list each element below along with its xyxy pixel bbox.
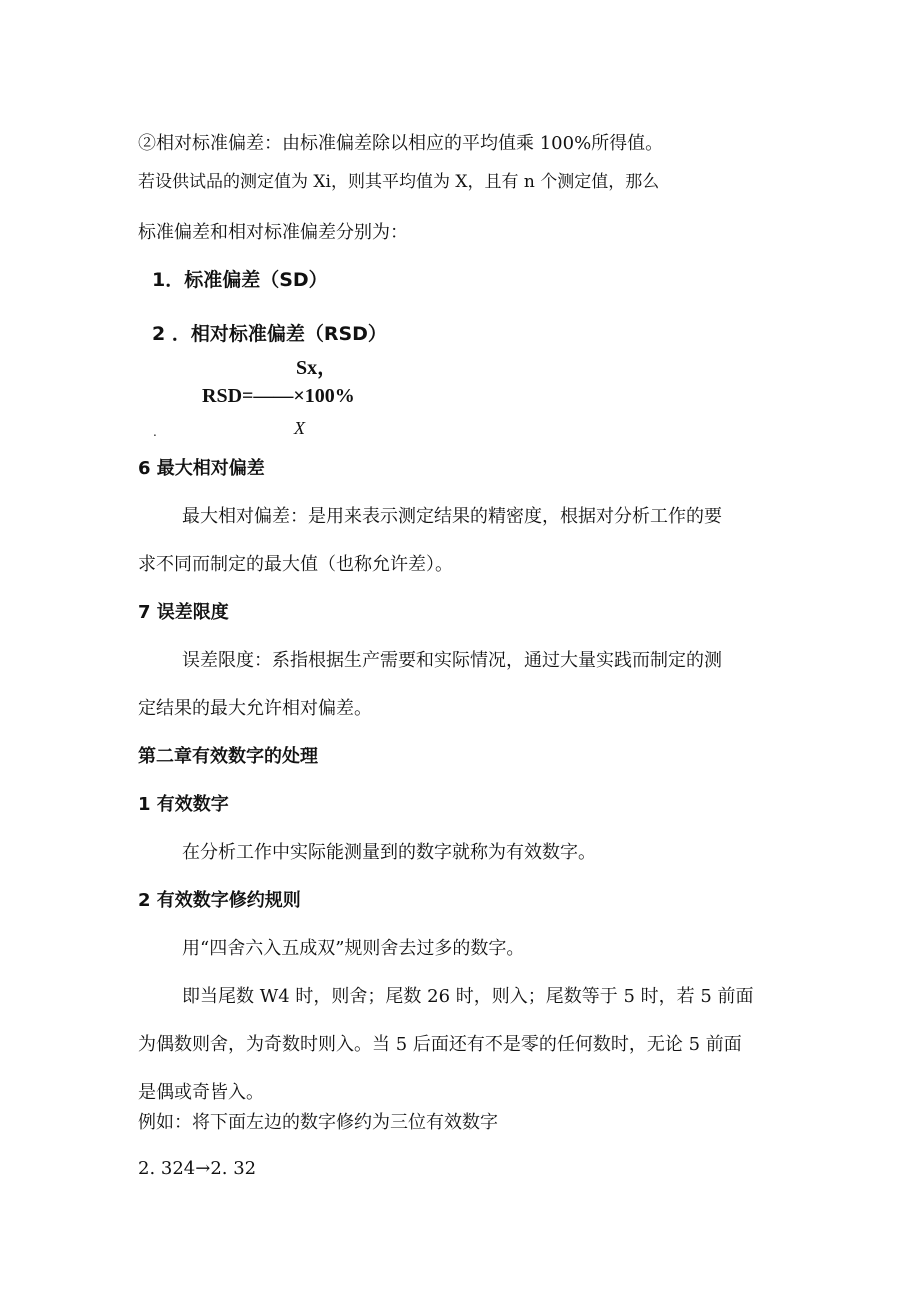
heading-significant-figures: 1 有效数字: [138, 794, 229, 815]
heading-error-limit: 7 误差限度: [138, 602, 229, 623]
paragraph-line: 标准偏差和相对标准偏差分别为：: [138, 222, 408, 243]
paragraph-line: 若设供试品的测定值为 Xi，则其平均值为 X，且有 n 个测定值，那么: [138, 172, 660, 192]
paragraph-line: 即当尾数 W4 时，则舍；尾数 26 时，则入；尾数等于 5 时，若 5 前面: [182, 986, 754, 1007]
paragraph-line: 定结果的最大允许相对偏差。: [138, 698, 372, 719]
paragraph-line: ②相对标准偏差：由标准偏差除以相应的平均值乘 100%所得值。: [138, 133, 664, 154]
paragraph-line: 最大相对偏差：是用来表示测定结果的精密度，根据对分析工作的要: [182, 506, 722, 527]
example-line: 2. 324→2. 32: [138, 1158, 257, 1179]
paragraph-line: 例如：将下面左边的数字修约为三位有效数字: [138, 1112, 498, 1133]
formula-dot: .: [153, 425, 157, 439]
paragraph-line: 在分析工作中实际能测量到的数字就称为有效数字。: [182, 842, 596, 863]
paragraph-line: 求不同而制定的最大值（也称允许差）。: [138, 554, 453, 575]
chapter-title: 第二章有效数字的处理: [138, 746, 318, 767]
paragraph-line: 误差限度：系指根据生产需要和实际情况，通过大量实践而制定的测: [182, 650, 722, 671]
heading-max-relative-deviation: 6 最大相对偏差: [138, 458, 265, 479]
heading-sd: 1．标准偏差（SD）: [152, 269, 328, 291]
formula-denominator: X: [294, 418, 305, 438]
paragraph-line: 为偶数则舍，为奇数时则入。当 5 后面还有不是零的任何数时，无论 5 前面: [138, 1034, 742, 1055]
formula-numerator: Sx，: [296, 357, 338, 379]
paragraph-line: 是偶或奇皆入。: [138, 1082, 264, 1103]
formula-rsd: RSD=——×100%: [202, 385, 355, 407]
heading-rounding-rules: 2 有效数字修约规则: [138, 890, 301, 911]
paragraph-line: 用“四舍六入五成双”规则舍去过多的数字。: [182, 938, 525, 959]
heading-rsd: 2 ．相对标准偏差（RSD）: [152, 323, 387, 345]
